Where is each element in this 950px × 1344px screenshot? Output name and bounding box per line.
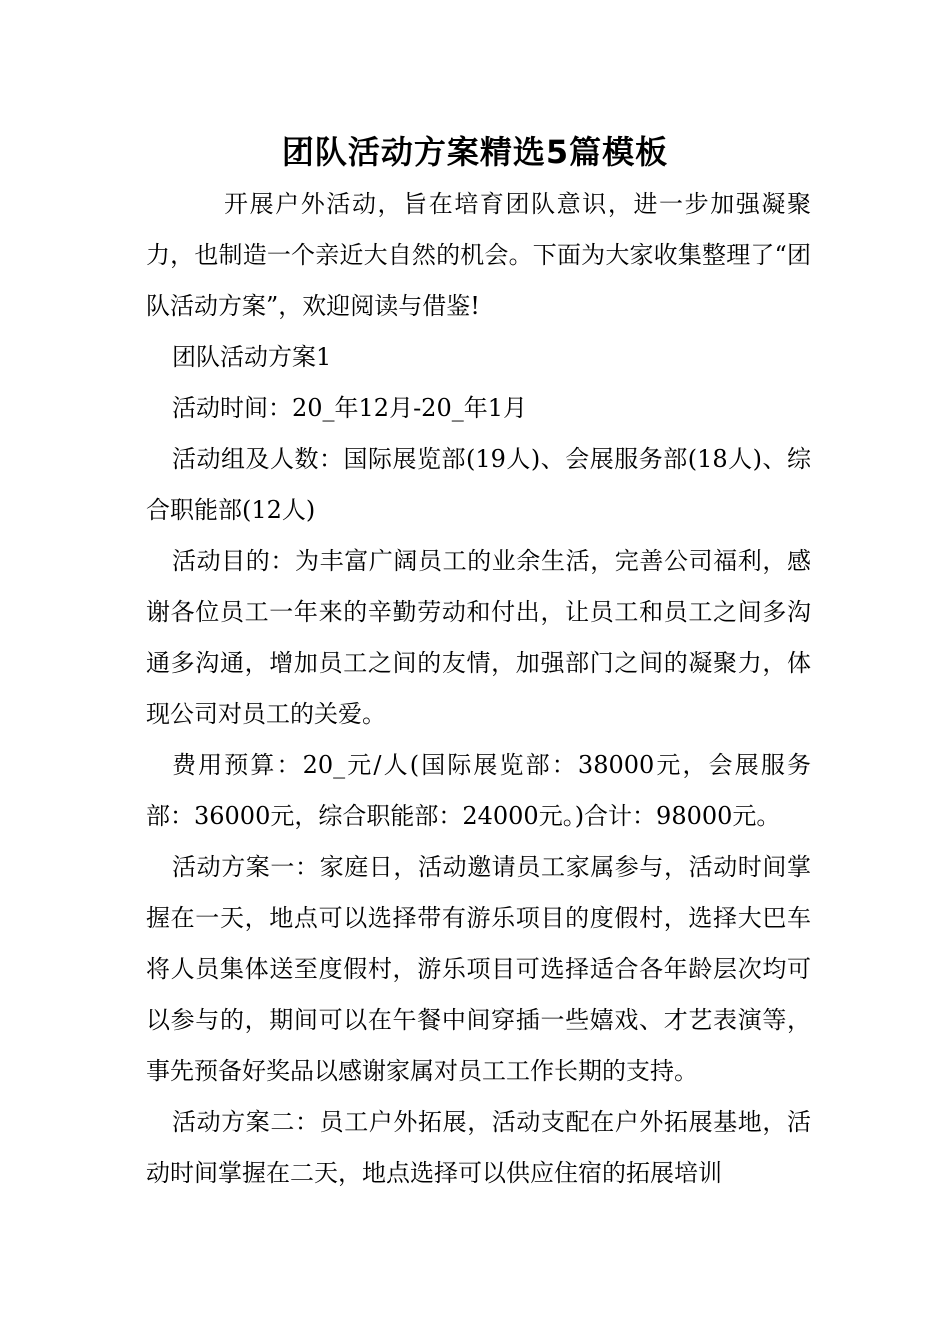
document-body	[146, 179, 811, 1199]
activity-groups-paragraph: 活动组及人数：国际展览部(19人)、会展服务部(18人)、综合职能部(12人)	[146, 445, 811, 524]
budget-paragraph: 费用预算：20_元/人(国际展览部：38000元，会展服务部：36000元，综合职能部：24000元。)合计：98000元。	[146, 751, 811, 830]
activity-time-paragraph: 活动时间：20_年12月-20_年1月	[172, 394, 527, 422]
intro-paragraph: 开展户外活动，旨在培育团队意识，进一步加强凝聚力，也制造一个亲近大自然的机会。下面为大家收集整理了“团队活动方案”，欢迎阅读与借鉴!	[146, 190, 811, 320]
section-heading: 团队活动方案1	[172, 343, 332, 371]
plan-one-paragraph: 活动方案一：家庭日，活动邀请员工家属参与，活动时间掌握在一天，地点可以选择带有游乐项目的度假村，选择大巴车将人员集体送至度假村，游乐项目可选择适合各年龄层次均可以参与的，期间可以在午餐中间穿插一些嬉戏、才艺表演等，事先预备好奖品以感谢家属对员工工作长期的支持。	[146, 853, 811, 1085]
document-title: 团队活动方案精选5篇模板	[281, 133, 669, 171]
activity-purpose-paragraph: 活动目的：为丰富广阔员工的业余生活，完善公司福利，感谢各位员工一年来的辛勤劳动和付出，让员工和员工之间多沟通多沟通，增加员工之间的友情，加强部门之间的凝聚力，体现公司对员工的关爱。	[146, 547, 811, 728]
plan-two-paragraph: 活动方案二：员工户外拓展，活动支配在户外拓展基地，活动时间掌握在二天，地点选择可以供应住宿的拓展培训	[146, 1108, 811, 1187]
